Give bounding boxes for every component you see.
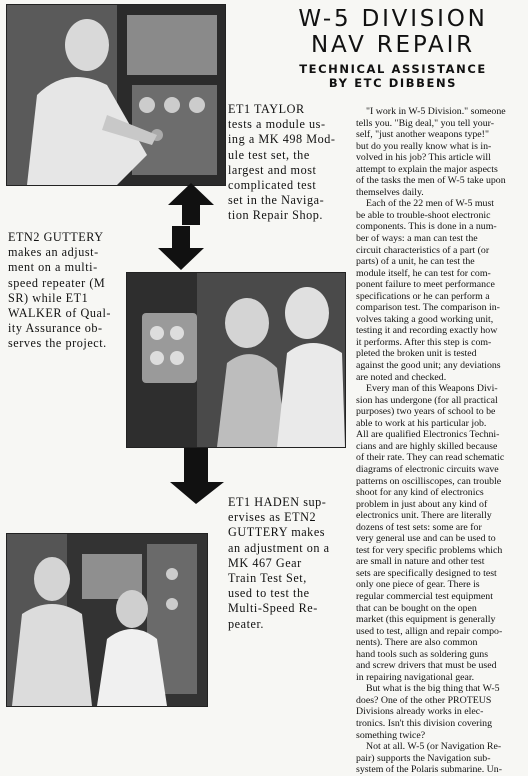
caption-guttery: [8, 230, 111, 352]
article-line: pair) supports the Navigation sub-: [356, 752, 491, 764]
caption-line: ment on a multi-: [8, 260, 98, 275]
article-line: it performs. After this step is com-: [356, 336, 492, 348]
article-line: sets are specifically designed to test: [356, 567, 497, 579]
caption-line: ervises as ETN2: [228, 510, 317, 525]
article-line: Divisions already works in elec-: [356, 706, 484, 718]
caption-taylor: [228, 102, 336, 224]
article-line: ponent failure to meet performance: [356, 279, 495, 291]
article-line: market (this equipment is generally: [356, 614, 496, 626]
caption-line: makes an adjust-: [8, 245, 99, 260]
article-title: [262, 6, 524, 90]
article-line: Each of the 22 men of W-5 must: [366, 198, 495, 210]
caption-line: peater.: [228, 616, 264, 631]
article-line: hand tools such as soldering guns: [356, 648, 489, 660]
caption-line: an adjustment on a: [228, 540, 330, 555]
article-line: electronics unit. There are literally: [356, 510, 492, 522]
article-line: attempt to explain the major aspects: [356, 163, 498, 175]
article-line: volved in his job? This article will: [356, 152, 491, 164]
caption-line: set in the Naviga-: [228, 193, 325, 208]
article-line: circuit characteristics of a part (or: [356, 244, 490, 256]
article-line: against the good unit; any deviations: [356, 360, 501, 372]
article-line: tells you. "Big deal," you tell your-: [356, 117, 494, 129]
title-line-2: NAV REPAIR: [311, 32, 475, 58]
article-line: volves taking a good working unit,: [356, 313, 494, 325]
article-line: parts) of a unit, he can test the: [356, 256, 475, 268]
caption-line: tests a module us-: [228, 117, 326, 132]
article-line: module itself, he can test for com-: [356, 267, 491, 279]
article-line: dozens of test sets: some are for: [356, 521, 482, 533]
arrow-up-icon: [166, 183, 216, 225]
article-line: system of the Polaris submarine. Un-: [356, 764, 502, 776]
article-line: testing it and recording exactly how: [356, 325, 498, 337]
article-line: regular commercial test equipment: [356, 590, 493, 602]
article-line: does? One of the other PROTEUS: [356, 694, 492, 706]
article-line: But what is the big thing that W-5: [366, 683, 500, 695]
article-line: purposes) two years of school to be: [356, 406, 496, 418]
article-line: in repairing navigational gear.: [356, 671, 475, 683]
caption-line: SR) while ET1: [8, 290, 89, 305]
photo-top: [6, 4, 226, 186]
article-line: something twice?: [356, 729, 426, 741]
article-line: comparison test. The comparison in-: [356, 302, 500, 314]
article-line: but do you really know what is in-: [356, 140, 492, 152]
article-line: that can be bought on the open: [356, 602, 477, 614]
article-line: problem in just about any kind of: [356, 498, 488, 510]
caption-line: ET1 HADEN sup-: [228, 495, 327, 509]
photo-bottom: [6, 533, 208, 707]
photo-middle: [126, 272, 346, 448]
arrow-down-icon: [156, 226, 206, 270]
caption-line: ule test set, the: [228, 147, 310, 162]
article-line: of their rate. They can read schematic: [356, 452, 505, 464]
title-line-1: W-5 DIVISION: [298, 6, 488, 32]
caption-line: ing a MK 498 Mod-: [228, 132, 336, 147]
article-line: used to test, allign and repair compo-: [356, 625, 503, 637]
arrow-down-icon: [170, 448, 226, 504]
article-line: test for very specific problems which: [356, 544, 503, 556]
article-line: sion has undergone (for all practical: [356, 394, 498, 406]
article-line: tronics. Isn't this division covering: [356, 717, 493, 729]
article-line: shoot for any kind of electronics: [356, 487, 484, 499]
article-line: patterns on oscilliscopes, can trouble: [356, 475, 502, 487]
caption-line: serves the project.: [8, 336, 107, 351]
article-line: of the tasks the men of W-5 take upon: [356, 175, 506, 187]
caption-haden: [228, 495, 330, 632]
article-line: self, "just another weapons type!": [356, 129, 489, 141]
article-line: very general use and can be used to: [356, 533, 496, 545]
caption-line: WALKER of Qual-: [8, 306, 112, 321]
article-line: are small in nature and other test: [356, 556, 485, 568]
caption-line: Train Test Set,: [228, 571, 307, 586]
article-line: cians and are highly skilled because: [356, 440, 498, 452]
caption-line: tion Repair Shop.: [228, 208, 323, 223]
caption-line: ETN2 GUTTERY: [8, 230, 104, 244]
article-line: themselves daily.: [356, 186, 424, 198]
article-line: Every man of this Weapons Divi-: [366, 383, 498, 395]
article-line: pleted the broken unit is tested: [356, 348, 477, 360]
byline: BY ETC DIBBENS: [328, 76, 458, 90]
article-line: able to work at his particular job.: [356, 417, 487, 429]
caption-line: Multi-Speed Re-: [228, 601, 318, 616]
article-line: All are qualified Electronics Techni-: [356, 429, 500, 441]
caption-line: ET1 TAYLOR: [228, 102, 305, 116]
article-line: be able to trouble-shoot electronic: [356, 209, 491, 221]
article-line: "I work in W-5 Division." someone: [366, 106, 506, 117]
article-line: Not at all. W-5 (or Navigation Re-: [366, 741, 502, 753]
caption-line: MK 467 Gear: [228, 555, 302, 570]
article-line: and screw drivers that must be used: [356, 660, 497, 672]
subtitle-line-1: TECHNICAL ASSISTANCE: [299, 62, 487, 76]
article-body: [356, 106, 522, 776]
caption-line: complicated test: [228, 178, 317, 193]
caption-line: largest and most: [228, 162, 317, 177]
article-line: ber of ways: a man can test the: [356, 233, 478, 245]
article-line: only one piece of gear. There is: [356, 579, 480, 591]
caption-line: speed repeater (M: [8, 275, 106, 290]
article-line: nents). There are also common: [356, 637, 478, 649]
article-line: are noted and checked.: [356, 371, 447, 383]
article-line: diagrams of electronic circuits wave: [356, 463, 499, 475]
article-line: components. This is done in a num-: [356, 221, 497, 233]
caption-line: ity Assurance ob-: [8, 321, 103, 336]
caption-line: used to test the: [228, 586, 310, 601]
article-line: specifications or he can perform a: [356, 290, 490, 302]
caption-line: GUTTERY makes: [228, 525, 326, 540]
